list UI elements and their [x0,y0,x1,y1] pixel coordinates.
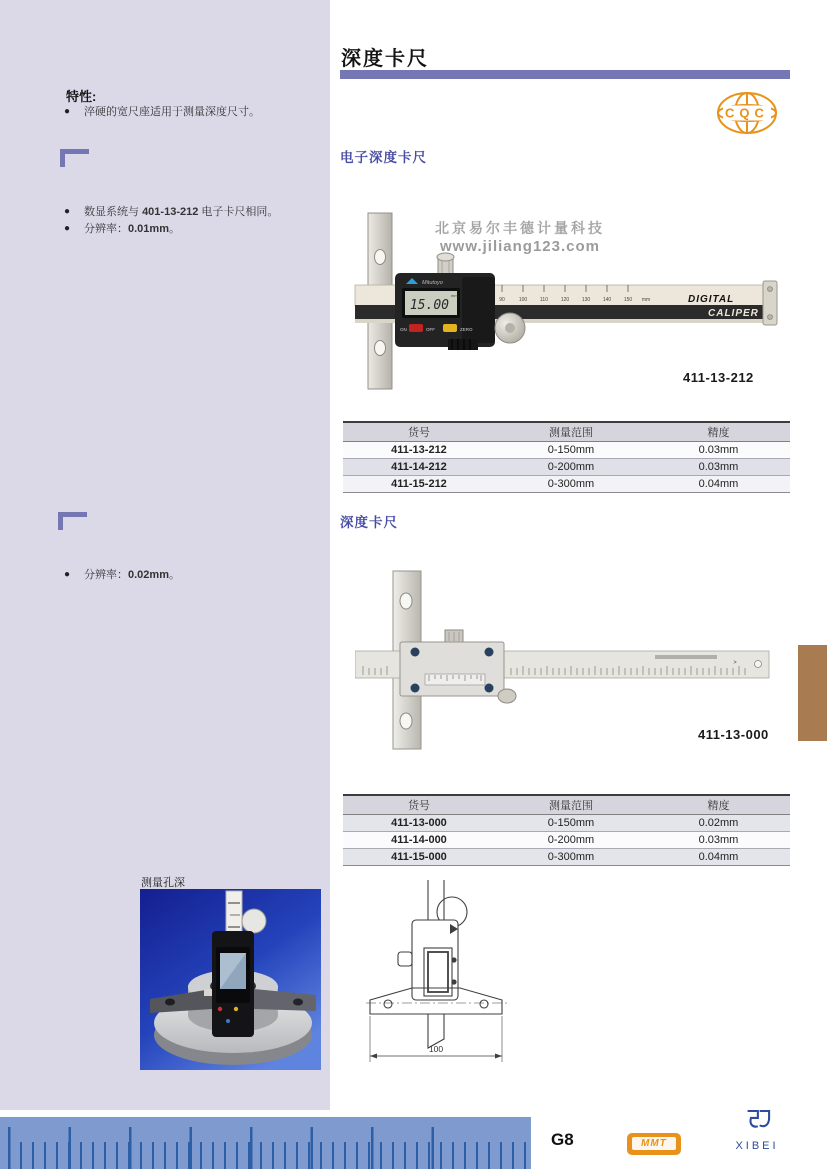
application-photo [140,889,321,1070]
beam-label-digital: DIGITAL [688,294,735,305]
bullet-icon: ● [64,206,71,217]
bullet-icon: ● [64,569,71,580]
dimension-label: 100 [428,1044,444,1054]
lcd-reading: 15.00 [409,298,449,313]
ruler-major-ticks [0,1127,531,1169]
feature-text: 分辨率：0.01mm。 [84,223,180,235]
xibei-logo [724,1107,790,1152]
thumb-roller-center [505,323,515,333]
col-header-range: 测量范围 [495,422,647,442]
col-header-item: 货号 [343,795,495,815]
sidebar [0,0,330,1110]
svg-text:90: 90 [499,297,505,303]
power-button [409,324,423,332]
col-header-range: 测量范围 [495,795,647,815]
svg-text:120: 120 [560,297,570,303]
feature-bullet-1 [64,105,322,119]
page-number: G8 [551,1130,574,1149]
feature-text: 分辨率：0.02mm。 [84,569,180,581]
xibei-logo-text: XIBEI [735,1140,779,1152]
col-header-accuracy: 精度 [647,422,790,442]
svg-text:130: 130 [581,297,591,303]
col-header-accuracy: 精度 [647,795,790,815]
mmt-logo [627,1133,681,1155]
lcd-unit: mm [451,293,458,298]
feature-bullet-4 [64,568,322,582]
slider-screw [411,684,420,693]
spec-table-vernier [343,794,790,866]
watermark-line1: 北京易尔丰德计量科技 [435,220,605,236]
svg-text:110: 110 [540,297,548,303]
section2-title: 深度卡尺 [340,515,398,530]
footer-ruler-graphic [0,1117,531,1169]
cqc-text: CQC [725,105,769,121]
model-number-2: 411-13-000 [698,727,769,742]
svg-text:ZERO: ZERO [460,327,473,332]
xibei-logo-icon [738,1107,776,1134]
section1-title: 电子深度卡尺 [340,150,427,165]
model-number-1: 411-13-212 [683,370,754,385]
photo-caption: 测量孔深 [141,877,185,889]
features-title: 特性: [66,89,97,104]
slider-screw [485,684,494,693]
feature-text: 淬硬的宽尺座适用于测量深度尺寸。 [84,106,260,118]
cqc-logo-icon [715,91,779,135]
svg-text:140: 140 [602,297,612,303]
svg-text:150: 150 [623,297,633,303]
zero-button [443,324,457,332]
svg-text:mm: mm [641,297,651,303]
svg-text:100: 100 [518,297,528,303]
beam-end-hole [755,661,762,668]
table-row: 411-14-000 0-200mm 0.03mm [343,832,790,849]
corner-bracket-icon [58,512,87,530]
mmt-logo-text: MMT [632,1137,676,1150]
spec-table-electronic [343,421,790,493]
feature-bullet-3 [64,222,322,236]
feature-bullet-2 [64,205,322,219]
brand-text: Mitutoyo [422,280,443,286]
feature-text: 数显系统与 401-13-212 电子卡尺相同。 [84,206,279,218]
serial-marking [655,655,717,659]
table-header-row [343,422,790,442]
table-row: 411-13-212 0-150mm 0.03mm [343,442,790,459]
vernier-scale [425,674,485,685]
thumb-knob [498,689,516,703]
technical-drawing [366,876,526,1072]
slider-screw [411,648,420,657]
page-title: 深度卡尺 [341,48,429,70]
bullet-icon: ● [64,223,71,234]
watermark [400,218,640,255]
watermark-line2: www.jiliang123.com [440,238,600,255]
col-header-item: 货号 [343,422,495,442]
svg-text:OFF: OFF [426,327,435,332]
table-row: 411-14-212 0-200mm 0.03mm [343,459,790,476]
table-header-row [343,795,790,815]
table-row: 411-15-000 0-300mm 0.04mm [343,849,790,866]
bullet-icon: ● [64,106,71,117]
corner-bracket-icon [60,149,89,167]
title-accent-bar [340,70,790,79]
table-row: 411-15-212 0-300mm 0.04mm [343,476,790,493]
svg-text:ON: ON [400,327,407,332]
vernier-caliper-image [355,556,795,756]
digital-head [395,273,495,350]
section-index-tab [798,645,827,741]
beam-label-caliper: CALIPER [708,308,759,319]
slider-screw [485,648,494,657]
table-row: 411-13-000 0-150mm 0.02mm [343,815,790,832]
